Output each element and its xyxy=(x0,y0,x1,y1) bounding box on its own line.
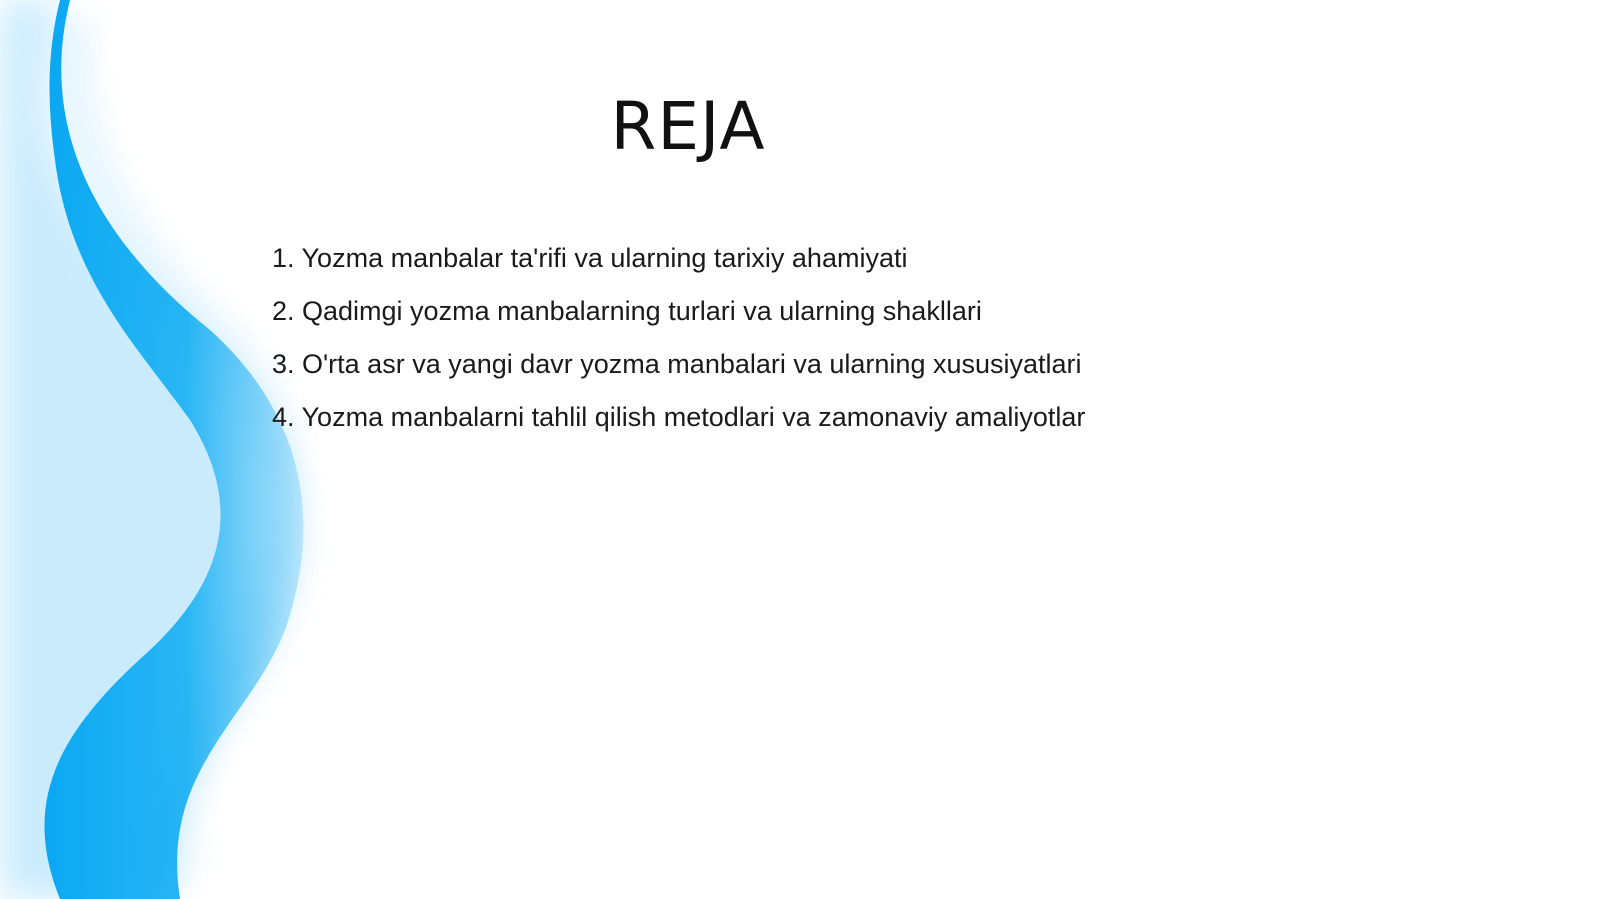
agenda-item: 3. O'rta asr va yangi davr yozma manbalari va ularning xususiyatlari xyxy=(272,349,1082,379)
slide-title: REJA xyxy=(610,88,766,165)
agenda-list xyxy=(272,238,1085,450)
agenda-item: 2. Qadimgi yozma manbalarning turlari va ularning shakllari xyxy=(272,296,982,326)
agenda-item: 4. Yozma manbalarni tahlil qilish metodlari va zamonaviy amaliyotlar xyxy=(272,402,1086,432)
agenda-item: 1. Yozma manbalar ta'rifi va ularning tarixiy ahamiyati xyxy=(272,243,908,273)
